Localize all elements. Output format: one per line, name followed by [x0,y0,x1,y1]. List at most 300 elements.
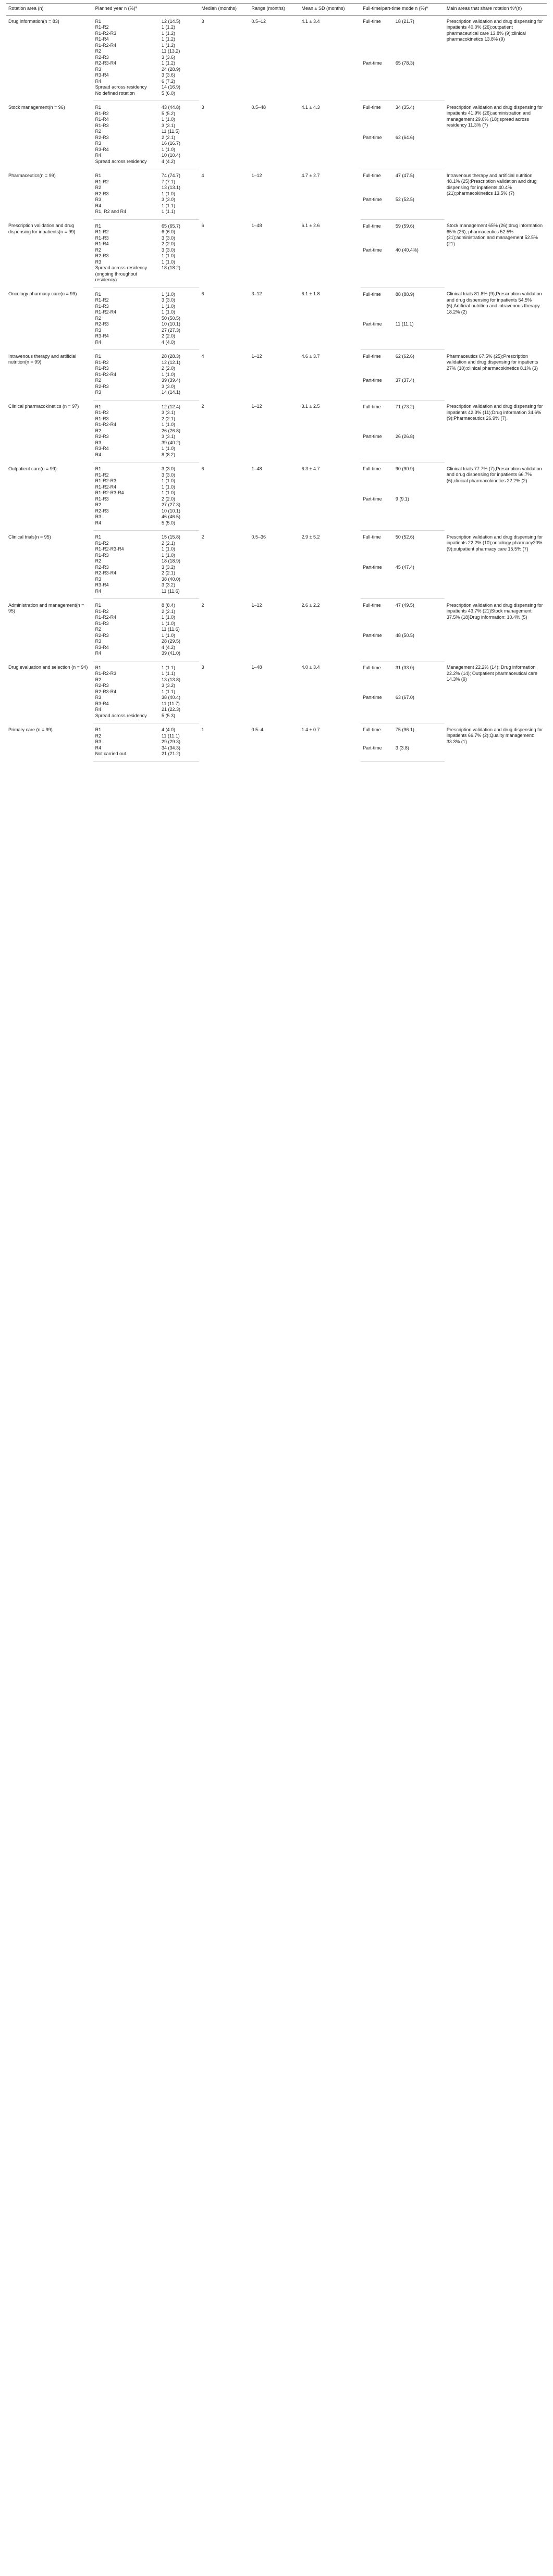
planned-year: R3 [95,440,102,445]
median-months: 3 [201,18,204,24]
mode-empty-cell [361,639,394,645]
planned-year-count: 1 (1.0) [162,632,176,638]
shared-rotation-areas: Clinical trials 81.8% (9);Prescription validation and drug dispensing for inpatients 54.5% (6);Artificial nutrition and intravenous therapy 18.2% (2) [446,291,542,315]
planned-year-count: 11 (11.6) [162,627,180,632]
planned-year: R1-R3 [95,416,109,421]
planned-year-count: 1 (1.2) [162,42,176,48]
range-months: 0.5–4 [251,727,264,732]
planned-year-count: 4 (4.2) [162,644,176,650]
mode-empty-cell [394,490,445,496]
planned-year-count: 3 (3.2) [162,564,176,570]
planned-year: R3-R4 [95,146,109,152]
mode-label-full: Full-time [363,727,381,732]
mode-empty-cell [361,390,394,400]
mean-sd-months: 4.1 ± 3.4 [301,18,320,24]
mode-value-part: 9 (9.1) [395,496,409,502]
mode-value-full: 31 (33.0) [395,665,414,670]
planned-year: R1-R3 [95,235,109,241]
planned-year-count: 1 (1.0) [162,422,176,427]
table-row [6,169,547,179]
table-row [6,350,547,360]
planned-year-count: 1 (1.2) [162,36,176,42]
mode-empty-cell [361,558,394,565]
planned-year: R1-R4 [95,117,109,122]
mode-empty-cell [361,259,394,266]
mean-sd-months: 4.6 ± 3.7 [301,353,320,359]
planned-year-count: 12 (12.1) [162,359,181,365]
mode-empty-cell [361,707,394,713]
mode-empty-cell [361,67,394,73]
table-row [6,462,547,472]
planned-year-count: 10 (10.1) [162,321,181,327]
mode-empty-cell [394,84,445,91]
rotation-area: Pharmaceutics(n = 99) [8,172,56,178]
planned-year-count: 10 (10.4) [162,153,181,158]
mode-empty-cell [394,147,445,153]
mode-label-full: Full-time [363,466,381,471]
mode-value-part: 65 (78.3) [395,60,414,66]
header-row [6,4,547,16]
planned-year: R2-R3 [95,253,109,258]
planned-year-count: 3 (3.2) [162,683,176,688]
mode-label-part: Part-time [363,745,382,751]
planned-year: R1-R4 [95,241,109,246]
planned-year: R1-R2-R4 [95,422,117,427]
mode-label-full: Full-time [363,223,381,229]
planned-year-count: 7 (7.1) [162,179,176,184]
mode-empty-cell [394,141,445,147]
mode-empty-cell [361,203,394,209]
median-months: 6 [201,466,204,471]
mode-empty-cell [361,609,394,615]
planned-year: R2-R3-R4 [95,570,117,576]
planned-year: R2-R3 [95,191,109,196]
mean-sd-months: 4.7 ± 2.7 [301,172,320,178]
mode-label-part: Part-time [363,197,382,202]
planned-year-count: 26 (26.8) [162,428,181,433]
mode-empty-cell [394,484,445,491]
planned-year: R3 [95,259,102,265]
planned-year-count: 11 (11.7) [162,701,180,706]
mode-empty-cell [361,627,394,633]
mode-empty-cell [394,546,445,553]
mean-sd-months: 4.0 ± 3.4 [301,665,320,670]
mode-empty-cell [361,384,394,390]
planned-year-count: 11 (11.1) [162,733,180,739]
rotation-area: Administration and management(n = 95) [8,602,84,614]
mode-empty-cell [394,309,445,316]
mode-empty-cell [361,553,394,559]
mode-empty-cell [361,297,394,304]
mode-empty-cell [394,615,445,621]
range-months: 0.5–36 [251,534,266,540]
mode-empty-cell [394,229,445,235]
planned-year-count: 3 (3.6) [162,54,176,60]
planned-year: R3-R4 [95,333,109,339]
mode-empty-cell [361,209,394,219]
mode-empty-cell [394,683,445,689]
mode-value-part: 40 (40.4%) [395,247,419,253]
planned-year: R2 [95,315,102,321]
planned-year: R1-R2 [95,24,109,30]
planned-year-count: 3 (3.0) [162,383,176,389]
mode-empty-cell [361,621,394,627]
planned-year: R1 [95,223,102,229]
mode-empty-cell [394,671,445,677]
planned-year-count: 2 (2.0) [162,366,176,371]
mode-empty-cell [394,410,445,416]
planned-year-count: 1 (1.0) [162,146,176,152]
mode-empty-cell [394,701,445,707]
mode-empty-cell [394,235,445,242]
mode-empty-cell [394,24,445,31]
planned-year: R1-R2-R3-R4 [95,546,124,552]
mode-empty-cell [361,333,394,340]
planned-year: R2 [95,247,102,253]
planned-year-count: 39 (40.2) [162,440,181,445]
planned-year: R4 [95,745,102,751]
mode-empty-cell [361,446,394,452]
mode-empty-cell [394,751,445,761]
mode-value-part: 52 (52.5) [395,197,414,202]
mode-empty-cell [394,553,445,559]
planned-year-count: 39 (39.4) [162,378,181,383]
planned-year-count: 2 (2.1) [162,416,176,421]
mode-value-part: 48 (50.5) [395,632,414,638]
median-months: 1 [201,727,204,732]
shared-rotation-areas: Prescription validation and drug dispensing for inpatients 43.7% (21)Stock management: 37.5% (18)Drug information: 10.4% (5) [446,602,543,620]
mode-label-part: Part-time [363,496,382,502]
mode-empty-cell [394,209,445,219]
planned-year-count: 1 (1.1) [159,209,199,219]
mode-empty-cell [361,147,394,153]
mode-label-part: Part-time [363,134,382,140]
mode-empty-cell [394,333,445,340]
mode-empty-cell [361,43,394,49]
mode-value-full: 88 (88.9) [395,291,414,297]
planned-year: R1-R3 [95,366,109,371]
planned-year: R1 [95,727,102,732]
planned-year-count: 1 (1.1) [162,671,176,676]
planned-year-count: 1 (1.2) [162,60,176,66]
planned-year: R1-R4 [95,36,109,42]
planned-year: R1-R2 [95,179,109,184]
range-months: 1–12 [251,353,262,359]
mode-empty-cell [394,304,445,310]
mode-empty-cell [394,253,445,259]
range-months: 1–48 [251,223,262,228]
mode-empty-cell [394,316,445,322]
mode-empty-cell [361,410,394,416]
mode-empty-cell [394,446,445,452]
mode-label-part: Part-time [363,695,382,700]
mode-value-full: 47 (47.5) [395,173,414,178]
mode-empty-cell [394,677,445,683]
planned-year: R2 [95,627,102,632]
mode-value-full: 71 (73.2) [395,404,414,409]
planned-year: R1, R2 and R4 [93,209,159,219]
mode-empty-cell [394,472,445,479]
mode-empty-cell [361,546,394,553]
mode-empty-cell [361,328,394,334]
mode-label-full: Full-time [363,534,381,540]
mode-empty-cell [394,452,445,462]
mode-empty-cell [394,589,445,599]
planned-year-count: 3 (3.2) [162,582,176,587]
mode-value-part: 37 (37.4) [395,378,414,383]
planned-year-count: 1 (1.0) [162,446,176,451]
mode-empty-cell [361,265,394,287]
shared-rotation-areas: Clinical trials 77.7% (7);Prescription validation and drug dispensing for inpatients 66.7% (6);clinical pharmacokinetics 22.2% (2) [446,466,542,483]
mode-empty-cell [394,541,445,547]
header-planned-year: Planned year n (%)ª [93,4,200,16]
header-mode: Full-time/part-time mode n (%)ª [361,4,445,16]
mode-empty-cell [394,639,445,645]
planned-year: R1-R2-R3 [95,30,117,36]
shared-rotation-areas: Stock management 65% (26);drug information 65% (26); pharmaceutics 52.5% (21);administration and management 52.5% (21) [446,223,543,246]
planned-year-count: 5 (6.0) [159,91,199,101]
median-months: 6 [201,291,204,296]
mode-empty-cell [394,203,445,209]
planned-year-count: 1 (1.0) [162,371,176,377]
planned-year-count: 11 (11.6) [159,589,199,599]
planned-year: R1 [95,404,102,409]
planned-year: R1-R2-R4 [95,309,117,315]
planned-year-count: 3 (3.1) [162,434,176,439]
planned-year-count: 21 (22.3) [162,707,181,712]
planned-year: R1-R3 [95,122,109,128]
mode-empty-cell [361,253,394,259]
mode-empty-cell [361,48,394,55]
mode-label-full: Full-time [363,105,381,110]
mode-empty-cell [361,701,394,707]
mode-empty-cell [361,72,394,79]
planned-year: R3 [95,639,102,644]
shared-rotation-areas: Management 22.2% (14); Drug information 22.2% (14); Outpatient pharmaceutical care 14.3% (9) [446,665,537,682]
planned-year-count: 12 (14.5) [162,18,181,24]
planned-year-count: 1 (1.0) [162,117,176,122]
planned-year-count: 3 (3.0) [162,247,176,253]
planned-year-count: 13 (13.8) [162,677,181,682]
mean-sd-months: 1.4 ± 0.7 [301,727,320,732]
planned-year: R1 [95,665,102,670]
mode-empty-cell [361,683,394,689]
planned-year: R3 [95,327,102,333]
mode-empty-cell [361,55,394,61]
mode-label-part: Part-time [363,247,382,253]
mode-empty-cell [361,309,394,316]
header-mean: Mean ± SD (months) [300,4,361,16]
mode-empty-cell [394,508,445,515]
header-median: Median (months) [199,4,249,16]
planned-year: R4 [93,520,159,531]
mode-empty-cell [361,733,394,740]
mode-empty-cell [361,416,394,422]
table-row [6,400,547,410]
mode-empty-cell [394,129,445,135]
planned-year: R4 [95,153,102,158]
mode-empty-cell [361,24,394,31]
planned-year: R1 [95,603,102,608]
shared-rotation-areas: Prescription validation and drug dispensing for inpatients 42.3% (11);Drug information 34.6% (9);Pharmaceutics 26.9% (7). [446,404,543,421]
planned-year-count: 38 (40.0) [162,576,181,582]
mode-empty-cell [394,689,445,695]
planned-year-count: 18 (18.9) [162,558,181,564]
mode-empty-cell [361,589,394,599]
planned-year: R2 [95,502,102,507]
planned-year-count: 11 (11.5) [162,129,180,134]
planned-year: R1 [95,18,102,24]
mode-empty-cell [394,179,445,185]
mode-value-part: 63 (67.0) [395,695,414,700]
planned-year: R1-R3 [95,496,109,502]
mode-empty-cell [361,79,394,85]
planned-year-count: 1 (1.0) [162,291,176,297]
planned-year: R3-R4 [95,72,109,78]
planned-year: R3-R4 [95,446,109,451]
planned-year-count: 1 (1.0) [162,484,176,490]
planned-year-count: 2 (2.0) [162,496,176,502]
planned-year: R3 [95,739,102,744]
mode-empty-cell [361,422,394,428]
planned-year: R4 [95,707,102,712]
table-row [6,723,547,733]
mode-empty-cell [361,677,394,683]
mode-empty-cell [394,67,445,73]
planned-year: R1-R2-R4 [95,42,117,48]
mode-empty-cell [361,508,394,515]
mode-empty-cell [394,372,445,378]
planned-year: R1-R3 [95,303,109,309]
planned-year: R1-R2-R4 [95,484,117,490]
header-area: Rotation area (n) [6,4,93,16]
mode-label-full: Full-time [363,404,381,409]
mode-value-full: 75 (96.1) [395,727,414,732]
mode-empty-cell [361,671,394,677]
mode-empty-cell [361,428,394,434]
mode-empty-cell [394,707,445,713]
mode-label-part: Part-time [363,378,382,383]
mode-label-part: Part-time [363,632,382,638]
mode-empty-cell [394,259,445,266]
mode-value-part: 11 (11.1) [395,321,414,327]
mode-empty-cell [361,129,394,135]
mode-value-full: 50 (52.6) [395,534,414,540]
table-body [6,15,547,761]
planned-year: R3 [95,197,102,202]
planned-year: R4 [93,340,159,350]
mode-empty-cell [394,713,445,723]
planned-year-count: 5 (5.0) [159,520,199,531]
header-range: Range (months) [250,4,300,16]
table-container [0,0,553,762]
planned-year-count: 46 (46.5) [162,514,181,519]
mode-empty-cell [394,520,445,531]
planned-year: R1-R2-R3 [95,671,117,676]
table-row [6,661,547,671]
mode-label-part: Part-time [363,60,382,66]
planned-year: R1-R2-R3 [95,478,117,483]
planned-year: R2-R3 [95,321,109,327]
planned-year-count: 1 (1.1) [162,689,176,694]
planned-year: R2-R3-R4 [95,60,117,66]
rotation-area: Oncology pharmacy care(n = 99) [8,291,77,296]
mode-empty-cell [361,141,394,147]
planned-year-count: 8 (8.2) [159,452,199,462]
planned-year-count: 14 (14.1) [159,390,199,400]
mode-empty-cell [394,739,445,745]
mode-value-full: 59 (59.6) [395,223,414,229]
mode-label-part: Part-time [363,321,382,327]
mode-label-full: Full-time [363,291,381,297]
median-months: 2 [201,602,204,608]
rotation-area: Prescription validation and drug dispensing for inpatients(n = 99) [8,223,76,234]
header-share: Main areas that share rotation %ª(n) [445,4,547,16]
mode-empty-cell [361,31,394,37]
mode-value-full: 34 (35.4) [395,105,414,110]
planned-year-count: 3 (3.1) [162,122,176,128]
mode-empty-cell [394,478,445,484]
median-months: 2 [201,404,204,409]
mode-empty-cell [361,472,394,479]
mode-empty-cell [394,609,445,615]
planned-year: R2 [95,733,102,739]
mode-empty-cell [361,372,394,378]
planned-year: R2 [95,677,102,682]
mode-value-full: 18 (21.7) [395,18,414,24]
planned-year: R3-R4 [95,701,109,706]
planned-year: R2-R3-R4 [95,689,117,694]
mean-sd-months: 6.1 ± 2.6 [301,223,320,228]
range-months: 0.5–12 [251,18,266,24]
range-months: 3–12 [251,291,262,296]
mode-empty-cell [394,265,445,287]
planned-year-count: 1 (1.0) [162,546,176,552]
median-months: 6 [201,223,204,228]
planned-year-count: 5 (5.3) [159,713,199,723]
planned-year-count: 3 (3.0) [162,297,176,303]
planned-year-count: 43 (44.8) [162,105,181,110]
mode-empty-cell [394,159,445,169]
planned-year: R3 [95,66,102,72]
rotation-area: Intravenous therapy and artificial nutrition(n = 99) [8,353,77,365]
planned-year: R1-R2 [95,410,109,415]
planned-year-count: 28 (28.3) [162,354,181,359]
planned-year-count: 16 (16.7) [162,141,181,146]
planned-year: R3 [95,514,102,519]
mode-empty-cell [394,422,445,428]
planned-year: R1-R3 [95,620,109,626]
planned-year-count: 1 (1.0) [162,478,176,483]
planned-year: R1 [95,105,102,110]
mean-sd-months: 6.1 ± 1.8 [301,291,320,296]
planned-year: R1-R3 [95,552,109,558]
planned-year: R3-R4 [95,582,109,587]
planned-year: R2 [95,378,102,383]
mode-empty-cell [394,117,445,123]
range-months: 1–12 [251,172,262,178]
planned-year: R2-R3 [95,564,109,570]
mode-empty-cell [394,577,445,583]
mode-empty-cell [361,440,394,446]
planned-year: R2 [95,185,102,190]
mode-empty-cell [361,520,394,531]
planned-year: R2-R3 [95,434,109,439]
mode-empty-cell [361,582,394,589]
shared-rotation-areas: Prescription validation and drug dispensing for inpatients 41.9% (26);administration and management 29.0% (18);spread across residency 11.3% (7) [446,104,543,128]
mode-empty-cell [394,340,445,350]
mode-empty-cell [361,739,394,745]
